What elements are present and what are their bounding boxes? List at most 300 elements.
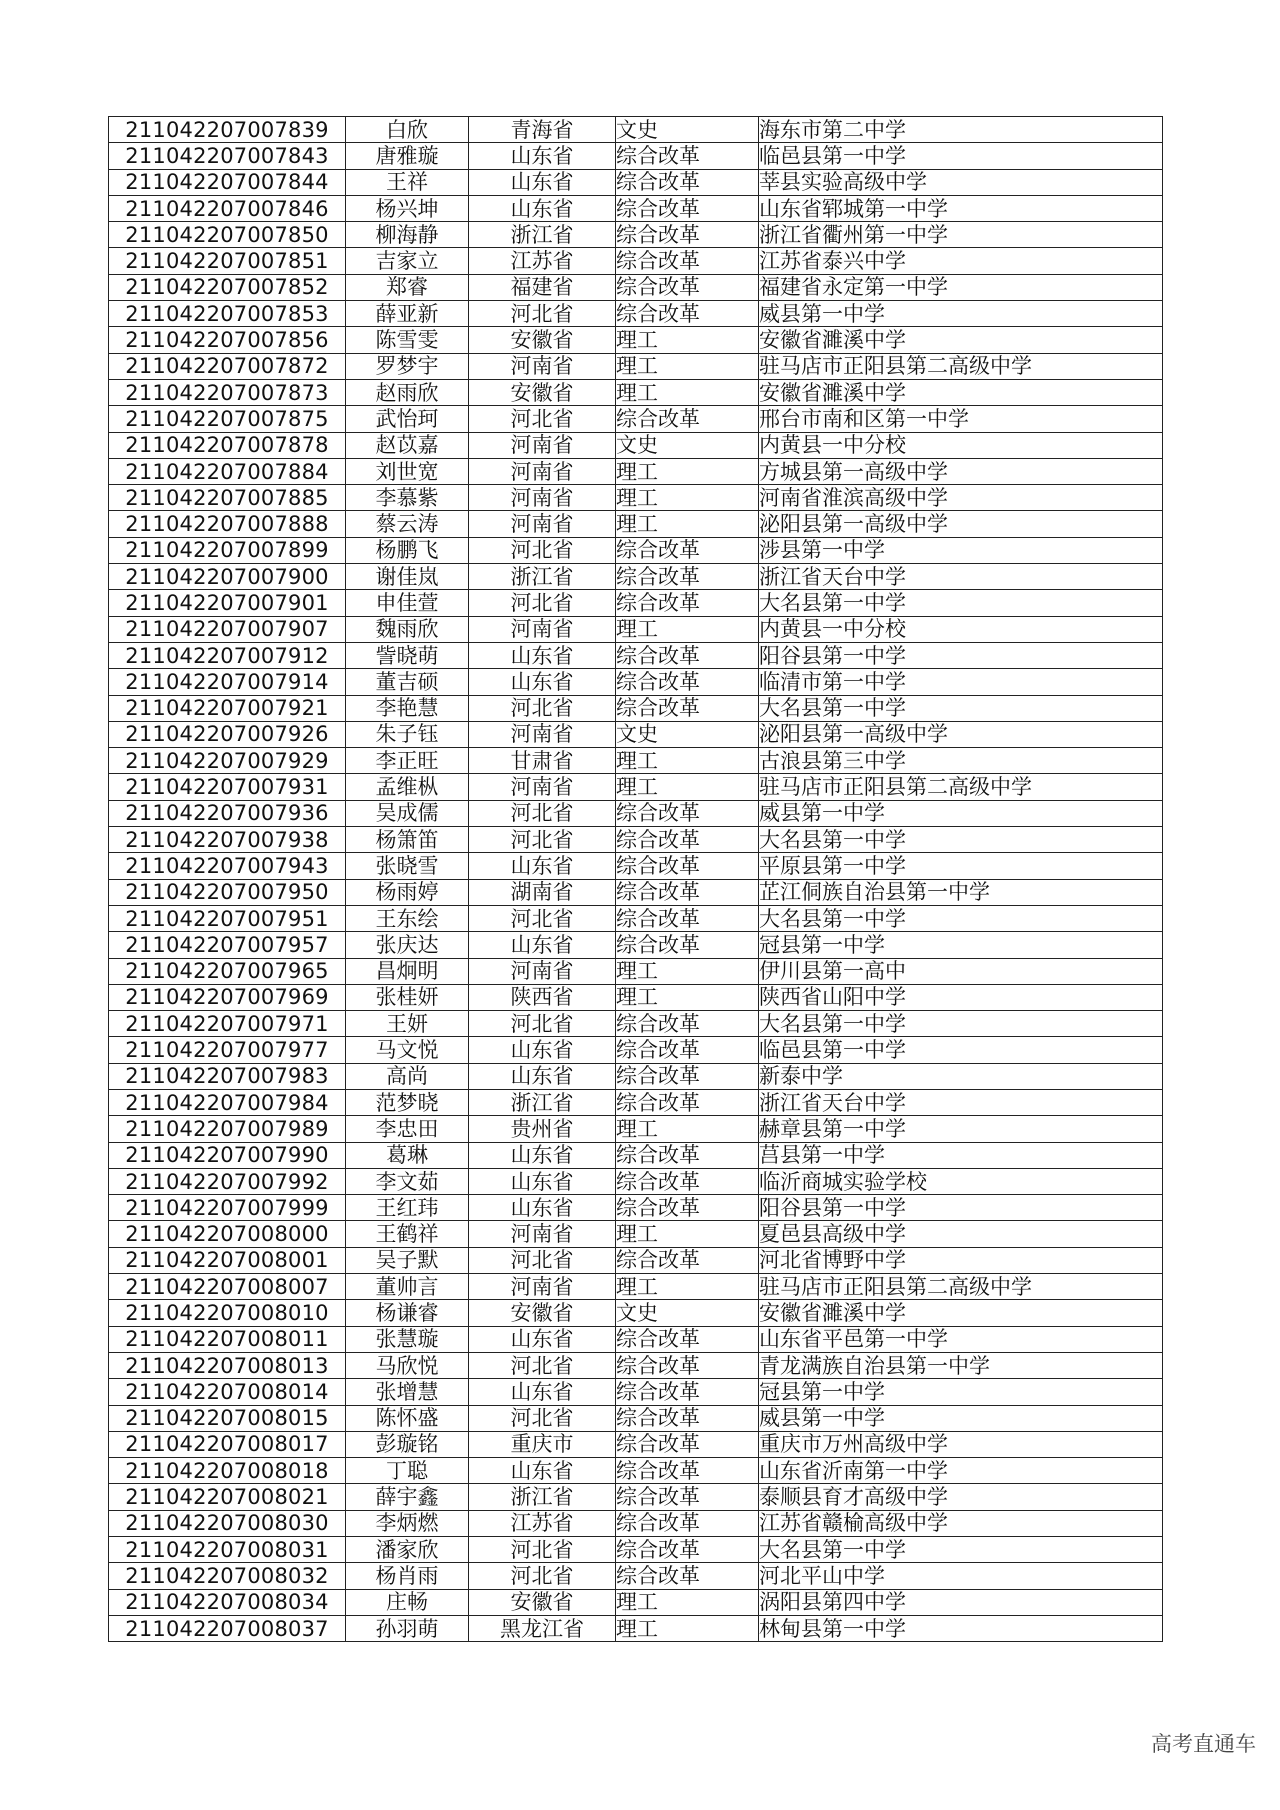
- name-cell: 张晓雪: [346, 853, 469, 879]
- school-cell: 山东省沂南第一中学: [759, 1458, 1163, 1484]
- table-row: [109, 1326, 1163, 1352]
- school-cell: 威县第一中学: [759, 800, 1163, 826]
- school-cell: 威县第一中学: [759, 1405, 1163, 1431]
- province-cell: 河北省: [469, 1352, 616, 1378]
- province-cell: 湖南省: [469, 879, 616, 905]
- table-row: [109, 1379, 1163, 1405]
- name-cell: 葛琳: [346, 1142, 469, 1168]
- table-row: [109, 458, 1163, 484]
- table-row: [109, 642, 1163, 668]
- province-cell: 河北省: [469, 1563, 616, 1589]
- name-cell: 杨兴坤: [346, 195, 469, 221]
- school-cell: 阳谷县第一中学: [759, 1195, 1163, 1221]
- name-cell: 罗梦宇: [346, 353, 469, 379]
- school-cell: 泰顺县育才高级中学: [759, 1484, 1163, 1510]
- category-cell: 综合改革: [616, 1247, 759, 1273]
- province-cell: 安徽省: [469, 379, 616, 405]
- category-cell: 综合改革: [616, 669, 759, 695]
- province-cell: 河北省: [469, 406, 616, 432]
- province-cell: 河北省: [469, 590, 616, 616]
- school-cell: 河北平山中学: [759, 1563, 1163, 1589]
- student-id-cell: 211042207007971: [109, 1011, 346, 1037]
- category-cell: 综合改革: [616, 1484, 759, 1510]
- name-cell: 王妍: [346, 1011, 469, 1037]
- student-id-cell: 211042207007926: [109, 721, 346, 747]
- school-cell: 大名县第一中学: [759, 1537, 1163, 1563]
- student-id-cell: 211042207008011: [109, 1326, 346, 1352]
- student-id-cell: 211042207007929: [109, 748, 346, 774]
- category-cell: 综合改革: [616, 169, 759, 195]
- school-cell: 山东省平邑第一中学: [759, 1326, 1163, 1352]
- student-id-cell: 211042207008017: [109, 1431, 346, 1457]
- school-cell: 涉县第一中学: [759, 537, 1163, 563]
- school-cell: 重庆市万州高级中学: [759, 1431, 1163, 1457]
- school-cell: 泌阳县第一高级中学: [759, 511, 1163, 537]
- name-cell: 武怡珂: [346, 406, 469, 432]
- name-cell: 杨谦睿: [346, 1300, 469, 1326]
- student-id-cell: 211042207007999: [109, 1195, 346, 1221]
- school-cell: 莒县第一中学: [759, 1142, 1163, 1168]
- name-cell: 朱子钰: [346, 721, 469, 747]
- table-row: [109, 432, 1163, 458]
- school-cell: 陕西省山阳中学: [759, 984, 1163, 1010]
- province-cell: 河南省: [469, 774, 616, 800]
- school-cell: 涡阳县第四中学: [759, 1589, 1163, 1615]
- province-cell: 河南省: [469, 721, 616, 747]
- student-id-cell: 211042207008031: [109, 1537, 346, 1563]
- category-cell: 综合改革: [616, 853, 759, 879]
- table-row: [109, 932, 1163, 958]
- school-cell: 芷江侗族自治县第一中学: [759, 879, 1163, 905]
- name-cell: 张慧璇: [346, 1326, 469, 1352]
- student-id-cell: 211042207007931: [109, 774, 346, 800]
- category-cell: 综合改革: [616, 406, 759, 432]
- table-row: [109, 984, 1163, 1010]
- name-cell: 高尚: [346, 1063, 469, 1089]
- category-cell: 综合改革: [616, 695, 759, 721]
- student-id-cell: 211042207007852: [109, 274, 346, 300]
- name-cell: 杨鹏飞: [346, 537, 469, 563]
- student-id-cell: 211042207007839: [109, 117, 346, 143]
- category-cell: 综合改革: [616, 1063, 759, 1089]
- school-cell: 冠县第一中学: [759, 932, 1163, 958]
- category-cell: 综合改革: [616, 1431, 759, 1457]
- student-id-cell: 211042207008030: [109, 1510, 346, 1536]
- category-cell: 理工: [616, 958, 759, 984]
- category-cell: 综合改革: [616, 274, 759, 300]
- student-id-cell: 211042207008010: [109, 1300, 346, 1326]
- student-id-cell: 211042207007851: [109, 248, 346, 274]
- category-cell: 理工: [616, 748, 759, 774]
- name-cell: 马文悦: [346, 1037, 469, 1063]
- category-cell: 理工: [616, 774, 759, 800]
- school-cell: 安徽省濉溪中学: [759, 379, 1163, 405]
- province-cell: 山东省: [469, 853, 616, 879]
- province-cell: 江苏省: [469, 1510, 616, 1536]
- school-cell: 大名县第一中学: [759, 1011, 1163, 1037]
- school-cell: 泌阳县第一高级中学: [759, 721, 1163, 747]
- category-cell: 文史: [616, 721, 759, 747]
- student-id-cell: 211042207007977: [109, 1037, 346, 1063]
- province-cell: 贵州省: [469, 1116, 616, 1142]
- school-cell: 古浪县第三中学: [759, 748, 1163, 774]
- student-id-cell: 211042207007888: [109, 511, 346, 537]
- province-cell: 山东省: [469, 1063, 616, 1089]
- name-cell: 申佳萱: [346, 590, 469, 616]
- school-cell: 驻马店市正阳县第二高级中学: [759, 1274, 1163, 1300]
- student-id-cell: 211042207008018: [109, 1458, 346, 1484]
- name-cell: 吉家立: [346, 248, 469, 274]
- province-cell: 河北省: [469, 905, 616, 931]
- province-cell: 河北省: [469, 1247, 616, 1273]
- school-cell: 大名县第一中学: [759, 590, 1163, 616]
- category-cell: 综合改革: [616, 590, 759, 616]
- table-row: [109, 406, 1163, 432]
- student-id-cell: 211042207007901: [109, 590, 346, 616]
- table-row: [109, 1537, 1163, 1563]
- student-id-cell: 211042207007936: [109, 800, 346, 826]
- table-row: [109, 511, 1163, 537]
- category-cell: 综合改革: [616, 1089, 759, 1115]
- school-cell: 浙江省天台中学: [759, 1089, 1163, 1115]
- student-id-cell: 211042207007844: [109, 169, 346, 195]
- table-row: [109, 327, 1163, 353]
- student-id-cell: 211042207007989: [109, 1116, 346, 1142]
- student-id-cell: 211042207007983: [109, 1063, 346, 1089]
- province-cell: 山东省: [469, 1326, 616, 1352]
- name-cell: 庄畅: [346, 1589, 469, 1615]
- student-id-cell: 211042207007900: [109, 564, 346, 590]
- name-cell: 王东绘: [346, 905, 469, 931]
- category-cell: 理工: [616, 485, 759, 511]
- province-cell: 山东省: [469, 143, 616, 169]
- province-cell: 陕西省: [469, 984, 616, 1010]
- school-cell: 河北省博野中学: [759, 1247, 1163, 1273]
- category-cell: 综合改革: [616, 1405, 759, 1431]
- table-row: [109, 274, 1163, 300]
- student-id-cell: 211042207007951: [109, 905, 346, 931]
- table-row: [109, 774, 1163, 800]
- table-row: [109, 1615, 1163, 1641]
- category-cell: 综合改革: [616, 1510, 759, 1536]
- student-id-cell: 211042207007899: [109, 537, 346, 563]
- table-row: [109, 669, 1163, 695]
- category-cell: 综合改革: [616, 1037, 759, 1063]
- table-row: [109, 169, 1163, 195]
- name-cell: 范梦晓: [346, 1089, 469, 1115]
- table-row: [109, 143, 1163, 169]
- name-cell: 陈怀盛: [346, 1405, 469, 1431]
- table-row: [109, 248, 1163, 274]
- table-row: [109, 1589, 1163, 1615]
- category-cell: 理工: [616, 1274, 759, 1300]
- category-cell: 综合改革: [616, 537, 759, 563]
- name-cell: 赵雨欣: [346, 379, 469, 405]
- school-cell: 威县第一中学: [759, 301, 1163, 327]
- category-cell: 理工: [616, 1221, 759, 1247]
- student-id-cell: 211042207008014: [109, 1379, 346, 1405]
- name-cell: 杨肖雨: [346, 1563, 469, 1589]
- category-cell: 理工: [616, 1615, 759, 1641]
- table-row: [109, 353, 1163, 379]
- province-cell: 河北省: [469, 1537, 616, 1563]
- name-cell: 陈雪雯: [346, 327, 469, 353]
- student-id-cell: 211042207007957: [109, 932, 346, 958]
- category-cell: 综合改革: [616, 1142, 759, 1168]
- student-id-cell: 211042207007850: [109, 222, 346, 248]
- table-row: [109, 1221, 1163, 1247]
- school-cell: 临邑县第一中学: [759, 1037, 1163, 1063]
- table-row: [109, 1510, 1163, 1536]
- school-cell: 山东省郓城第一中学: [759, 195, 1163, 221]
- category-cell: 综合改革: [616, 905, 759, 931]
- category-cell: 综合改革: [616, 1537, 759, 1563]
- name-cell: 訾晓萌: [346, 642, 469, 668]
- school-cell: 阳谷县第一中学: [759, 642, 1163, 668]
- province-cell: 河南省: [469, 958, 616, 984]
- school-cell: 驻马店市正阳县第二高级中学: [759, 774, 1163, 800]
- province-cell: 安徽省: [469, 327, 616, 353]
- student-id-cell: 211042207007943: [109, 853, 346, 879]
- student-id-cell: 211042207008032: [109, 1563, 346, 1589]
- province-cell: 河北省: [469, 800, 616, 826]
- name-cell: 马欣悦: [346, 1352, 469, 1378]
- table-row: [109, 1142, 1163, 1168]
- table-row: [109, 564, 1163, 590]
- student-id-cell: 211042207008037: [109, 1615, 346, 1641]
- school-cell: 浙江省衢州第一中学: [759, 222, 1163, 248]
- name-cell: 王祥: [346, 169, 469, 195]
- category-cell: 文史: [616, 432, 759, 458]
- table-row: [109, 879, 1163, 905]
- roster-body: [109, 117, 1163, 1642]
- student-id-cell: 211042207007853: [109, 301, 346, 327]
- school-cell: 夏邑县高级中学: [759, 1221, 1163, 1247]
- school-cell: 伊川县第一高中: [759, 958, 1163, 984]
- name-cell: 谢佳岚: [346, 564, 469, 590]
- student-id-cell: 211042207007992: [109, 1168, 346, 1194]
- student-id-cell: 211042207008007: [109, 1274, 346, 1300]
- category-cell: 理工: [616, 353, 759, 379]
- name-cell: 李炳燃: [346, 1510, 469, 1536]
- province-cell: 山东省: [469, 932, 616, 958]
- student-id-cell: 211042207007885: [109, 485, 346, 511]
- student-id-cell: 211042207007921: [109, 695, 346, 721]
- school-cell: 浙江省天台中学: [759, 564, 1163, 590]
- name-cell: 郑睿: [346, 274, 469, 300]
- province-cell: 河南省: [469, 511, 616, 537]
- province-cell: 甘肃省: [469, 748, 616, 774]
- name-cell: 李忠田: [346, 1116, 469, 1142]
- school-cell: 大名县第一中学: [759, 905, 1163, 931]
- school-cell: 内黄县一中分校: [759, 616, 1163, 642]
- category-cell: 综合改革: [616, 642, 759, 668]
- province-cell: 福建省: [469, 274, 616, 300]
- school-cell: 新泰中学: [759, 1063, 1163, 1089]
- table-row: [109, 379, 1163, 405]
- school-cell: 赫章县第一中学: [759, 1116, 1163, 1142]
- province-cell: 山东省: [469, 169, 616, 195]
- table-row: [109, 1458, 1163, 1484]
- category-cell: 综合改革: [616, 1352, 759, 1378]
- name-cell: 李慕紫: [346, 485, 469, 511]
- student-id-cell: 211042207007907: [109, 616, 346, 642]
- name-cell: 董吉硕: [346, 669, 469, 695]
- table-row: [109, 721, 1163, 747]
- province-cell: 河南省: [469, 616, 616, 642]
- student-id-cell: 211042207007878: [109, 432, 346, 458]
- student-id-cell: 211042207008013: [109, 1352, 346, 1378]
- student-id-cell: 211042207008021: [109, 1484, 346, 1510]
- school-cell: 大名县第一中学: [759, 827, 1163, 853]
- school-cell: 青龙满族自治县第一中学: [759, 1352, 1163, 1378]
- student-id-cell: 211042207008015: [109, 1405, 346, 1431]
- name-cell: 王红玮: [346, 1195, 469, 1221]
- name-cell: 唐雅璇: [346, 143, 469, 169]
- table-row: [109, 1300, 1163, 1326]
- province-cell: 河南省: [469, 1274, 616, 1300]
- table-row: [109, 827, 1163, 853]
- name-cell: 李艳慧: [346, 695, 469, 721]
- student-id-cell: 211042207007969: [109, 984, 346, 1010]
- category-cell: 综合改革: [616, 222, 759, 248]
- table-row: [109, 800, 1163, 826]
- school-cell: 福建省永定第一中学: [759, 274, 1163, 300]
- school-cell: 临沂商城实验学校: [759, 1168, 1163, 1194]
- province-cell: 山东省: [469, 1195, 616, 1221]
- school-cell: 平原县第一中学: [759, 853, 1163, 879]
- name-cell: 赵苡嘉: [346, 432, 469, 458]
- province-cell: 黑龙江省: [469, 1615, 616, 1641]
- table-row: [109, 1247, 1163, 1273]
- student-id-cell: 211042207007990: [109, 1142, 346, 1168]
- school-cell: 方城县第一高级中学: [759, 458, 1163, 484]
- province-cell: 河北省: [469, 827, 616, 853]
- school-cell: 江苏省泰兴中学: [759, 248, 1163, 274]
- name-cell: 李正旺: [346, 748, 469, 774]
- category-cell: 综合改革: [616, 827, 759, 853]
- school-cell: 冠县第一中学: [759, 1379, 1163, 1405]
- table-row: [109, 1195, 1163, 1221]
- category-cell: 理工: [616, 1589, 759, 1615]
- category-cell: 理工: [616, 1116, 759, 1142]
- school-cell: 临清市第一中学: [759, 669, 1163, 695]
- table-row: [109, 485, 1163, 511]
- category-cell: 综合改革: [616, 248, 759, 274]
- student-id-cell: 211042207007856: [109, 327, 346, 353]
- province-cell: 河南省: [469, 1221, 616, 1247]
- category-cell: 综合改革: [616, 1168, 759, 1194]
- province-cell: 河北省: [469, 537, 616, 563]
- province-cell: 河南省: [469, 432, 616, 458]
- name-cell: 孟维枞: [346, 774, 469, 800]
- category-cell: 理工: [616, 616, 759, 642]
- table-row: [109, 1563, 1163, 1589]
- province-cell: 山东省: [469, 1142, 616, 1168]
- category-cell: 综合改革: [616, 1326, 759, 1352]
- table-row: [109, 1431, 1163, 1457]
- province-cell: 江苏省: [469, 248, 616, 274]
- student-id-cell: 211042207007965: [109, 958, 346, 984]
- name-cell: 魏雨欣: [346, 616, 469, 642]
- category-cell: 综合改革: [616, 301, 759, 327]
- name-cell: 薛亚新: [346, 301, 469, 327]
- category-cell: 综合改革: [616, 879, 759, 905]
- school-cell: 内黄县一中分校: [759, 432, 1163, 458]
- name-cell: 彭璇铭: [346, 1431, 469, 1457]
- table-row: [109, 537, 1163, 563]
- table-row: [109, 1037, 1163, 1063]
- province-cell: 山东省: [469, 195, 616, 221]
- table-row: [109, 1011, 1163, 1037]
- name-cell: 昌炯明: [346, 958, 469, 984]
- name-cell: 张庆达: [346, 932, 469, 958]
- school-cell: 安徽省濉溪中学: [759, 1300, 1163, 1326]
- name-cell: 张增慧: [346, 1379, 469, 1405]
- school-cell: 林甸县第一中学: [759, 1615, 1163, 1641]
- school-cell: 大名县第一中学: [759, 695, 1163, 721]
- province-cell: 河北省: [469, 1405, 616, 1431]
- category-cell: 理工: [616, 511, 759, 537]
- school-cell: 河南省淮滨高级中学: [759, 485, 1163, 511]
- category-cell: 综合改革: [616, 1563, 759, 1589]
- table-row: [109, 1352, 1163, 1378]
- school-cell: 海东市第二中学: [759, 117, 1163, 143]
- province-cell: 河南省: [469, 458, 616, 484]
- student-id-cell: 211042207008034: [109, 1589, 346, 1615]
- student-id-cell: 211042207008001: [109, 1247, 346, 1273]
- province-cell: 山东省: [469, 1379, 616, 1405]
- student-id-cell: 211042207007938: [109, 827, 346, 853]
- province-cell: 山东省: [469, 669, 616, 695]
- student-id-cell: 211042207007912: [109, 642, 346, 668]
- province-cell: 河南省: [469, 485, 616, 511]
- category-cell: 综合改革: [616, 932, 759, 958]
- table-row: [109, 958, 1163, 984]
- table-row: [109, 590, 1163, 616]
- watermark-text: 高考直通车: [1151, 1732, 1256, 1756]
- province-cell: 重庆市: [469, 1431, 616, 1457]
- category-cell: 文史: [616, 117, 759, 143]
- school-cell: 江苏省赣榆高级中学: [759, 1510, 1163, 1536]
- student-id-cell: 211042207007843: [109, 143, 346, 169]
- name-cell: 刘世宽: [346, 458, 469, 484]
- table-row: [109, 1405, 1163, 1431]
- student-id-cell: 211042207007846: [109, 195, 346, 221]
- name-cell: 王鹤祥: [346, 1221, 469, 1247]
- province-cell: 浙江省: [469, 1484, 616, 1510]
- school-cell: 驻马店市正阳县第二高级中学: [759, 353, 1163, 379]
- table-row: [109, 616, 1163, 642]
- name-cell: 潘家欣: [346, 1537, 469, 1563]
- student-id-cell: 211042207007872: [109, 353, 346, 379]
- province-cell: 河南省: [469, 353, 616, 379]
- name-cell: 杨箫笛: [346, 827, 469, 853]
- table-row: [109, 301, 1163, 327]
- student-id-cell: 211042207007884: [109, 458, 346, 484]
- name-cell: 李文茹: [346, 1168, 469, 1194]
- province-cell: 山东省: [469, 1168, 616, 1194]
- category-cell: 理工: [616, 327, 759, 353]
- name-cell: 孙羽萌: [346, 1615, 469, 1641]
- student-id-cell: 211042207007914: [109, 669, 346, 695]
- name-cell: 柳海静: [346, 222, 469, 248]
- province-cell: 山东省: [469, 1037, 616, 1063]
- category-cell: 理工: [616, 458, 759, 484]
- province-cell: 浙江省: [469, 222, 616, 248]
- province-cell: 安徽省: [469, 1300, 616, 1326]
- category-cell: 理工: [616, 984, 759, 1010]
